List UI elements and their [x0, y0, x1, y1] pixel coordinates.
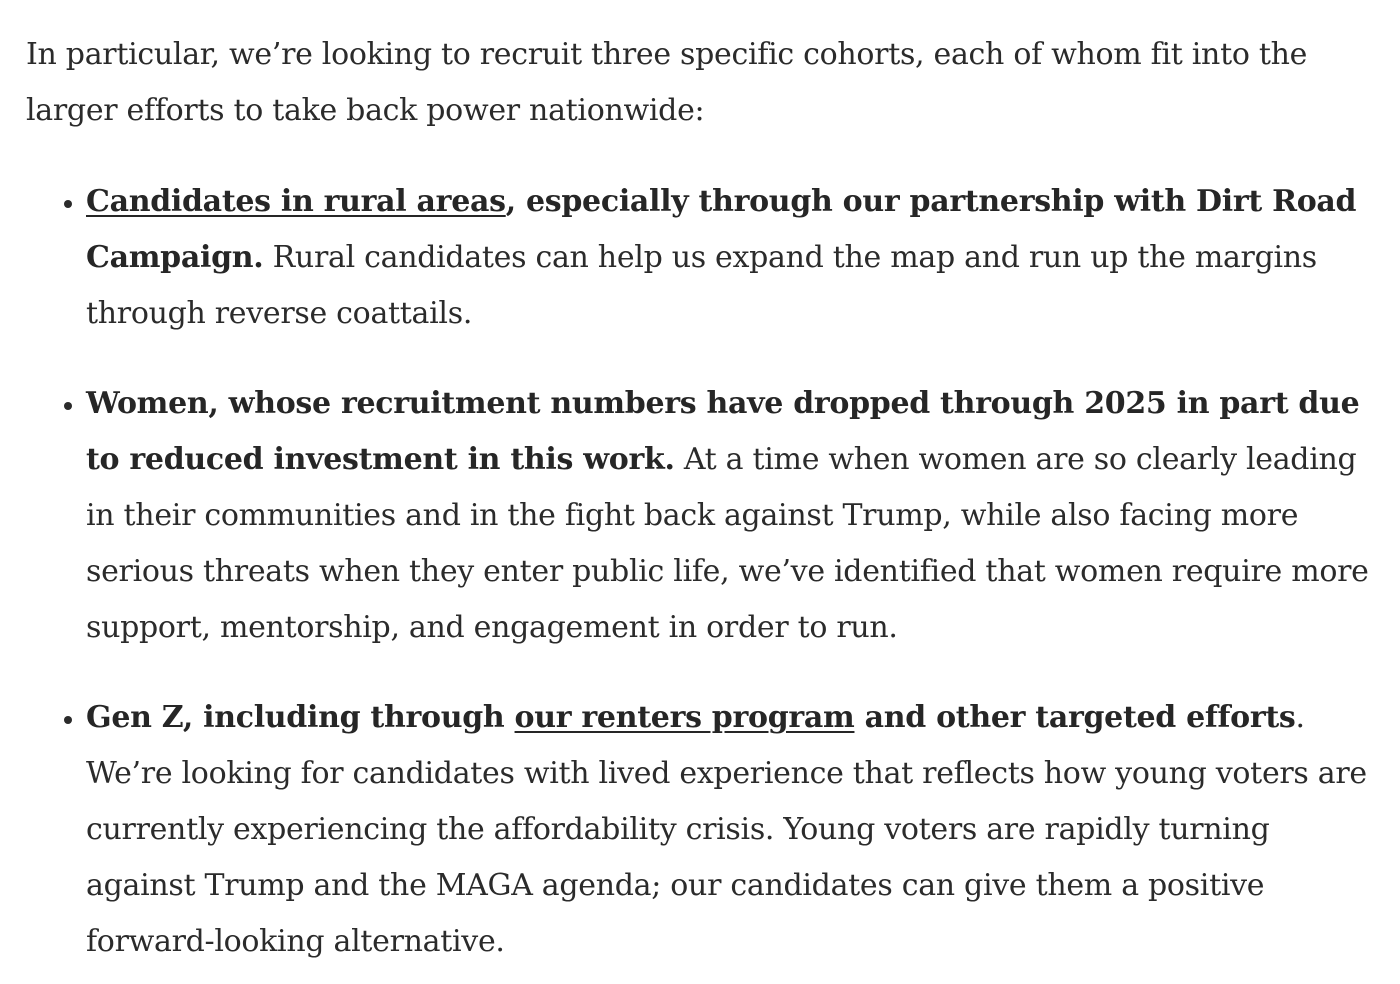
cohort-gen-z-heading — [86, 700, 1296, 735]
cohort-gen-z — [86, 690, 1374, 970]
cohort-gen-z-bold-prefix: Gen Z, including through — [86, 700, 515, 735]
cohort-gen-z-text: . We’re looking for candidates with lived experience that reflects how young voters are currently experiencing the affordability crisis. Young voters are rapidly turning against Trump and the MAGA agenda; our candidates can give them a positive forward-looking alternative. — [86, 700, 1367, 959]
cohort-women — [86, 376, 1374, 656]
rural-areas-link[interactable]: Candidates in rural areas — [86, 184, 506, 219]
cohort-women-text: At a time when women are so clearly leading in their communities and in the fight back against Trump, while also facing more serious threats when they enter public life, we’ve identified that women require more support, mentorship, and engagement in order to run. — [86, 442, 1369, 645]
renters-program-link[interactable]: our renters program — [514, 700, 855, 735]
intro-paragraph: In particular, we’re looking to recruit three specific cohorts, each of whom fit into the larger efforts to take back power nationwide: — [26, 37, 1308, 128]
cohort-gen-z-bold-suffix: and other targeted efforts — [854, 700, 1296, 735]
cohort-rural — [86, 174, 1374, 342]
cohort-list — [26, 174, 1374, 970]
cohort-women-heading: Women, whose recruitment numbers have dropped through 2025 in part due to reduced investment in this work. — [86, 386, 1360, 477]
cohort-rural-bold: , especially through our partnership with Dirt Road Campaign. — [86, 184, 1357, 275]
cohort-rural-text: Rural candidates can help us expand the map and run up the margins through reverse coattails. — [86, 240, 1317, 331]
